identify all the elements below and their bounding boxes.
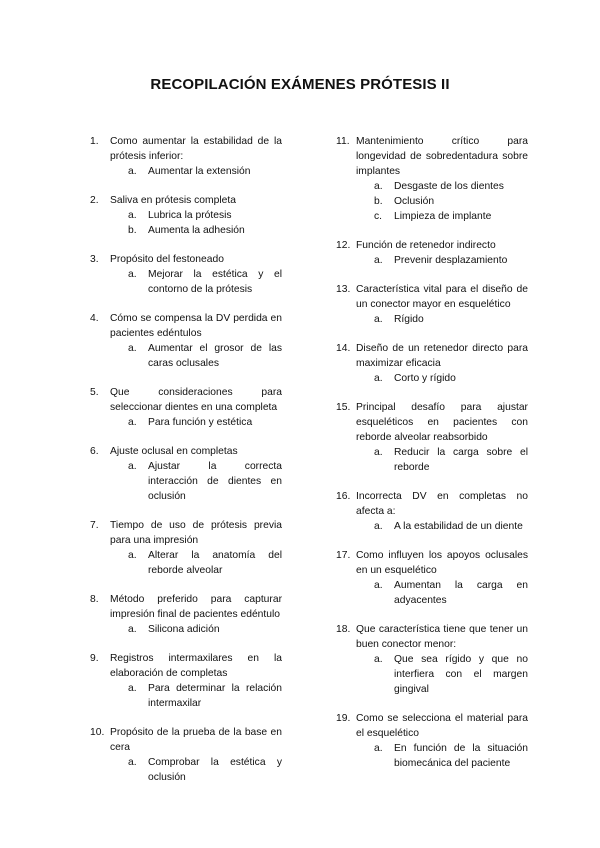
answer-letter: a. (374, 447, 383, 458)
question-item (336, 400, 528, 475)
question-text: Saliva en prótesis completa (110, 195, 236, 206)
answer-letter: a. (374, 255, 383, 266)
question-text: Función de retenedor indirecto (356, 240, 496, 251)
answer-letter: a. (128, 343, 137, 354)
question-item (336, 341, 528, 386)
question-item (336, 548, 528, 608)
answer-letter: a. (128, 683, 137, 694)
question-item (90, 725, 282, 785)
question-item (90, 518, 282, 578)
answer-letter: b. (128, 225, 137, 236)
answer-item (110, 622, 282, 637)
question-text: Propósito de la prueba de la base en cera (110, 727, 282, 753)
question-number: 1. (90, 136, 99, 147)
question-number: 18. (336, 624, 351, 635)
answer-item (110, 341, 282, 371)
answer-text: Alterar la anatomía del reborde alveolar (148, 550, 282, 576)
answer-text: Aumentar la extensión (148, 166, 251, 177)
answer-letter: a. (374, 580, 383, 591)
answer-letter: a. (128, 417, 137, 428)
answer-letter: a. (128, 210, 137, 221)
question-text: Propósito del festoneado (110, 254, 224, 265)
question-text: Como se selecciona el material para el esquelético (356, 713, 528, 739)
question-number: 17. (336, 550, 351, 561)
answer-item (356, 519, 528, 534)
question-number: 2. (90, 195, 99, 206)
answer-text: Oclusión (394, 196, 435, 207)
question-number: 16. (336, 491, 351, 502)
question-number: 11. (336, 136, 350, 147)
question-number: 3. (90, 254, 99, 265)
answer-letter: a. (374, 314, 383, 325)
answer-letter: a. (128, 269, 137, 280)
question-item (90, 134, 282, 179)
question-number: 8. (90, 594, 99, 605)
answer-letter: a. (374, 373, 383, 384)
answer-letter: a. (128, 550, 137, 561)
question-item (90, 385, 282, 430)
answer-item (356, 578, 528, 608)
answer-item (110, 459, 282, 504)
question-number: 19. (336, 713, 351, 724)
question-text: Tiempo de uso de prótesis previa para una impresión (110, 520, 282, 546)
answer-letter: a. (374, 654, 383, 665)
answer-text: Mejorar la estética y el contorno de la prótesis (148, 269, 282, 295)
answer-letter: b. (374, 196, 383, 207)
answer-item (356, 445, 528, 475)
answer-text: Lubrica la prótesis (148, 210, 232, 221)
answer-item (356, 312, 528, 327)
question-number: 7. (90, 520, 99, 531)
question-number: 5. (90, 387, 99, 398)
question-item (336, 489, 528, 534)
answer-item (356, 741, 528, 771)
question-number: 9. (90, 653, 99, 664)
answer-text: Reducir la carga sobre el reborde (394, 447, 528, 473)
answer-item (110, 548, 282, 578)
answer-text: Para determinar la relación intermaxilar (148, 683, 282, 709)
left-column (90, 134, 282, 799)
question-number: 10. (90, 727, 105, 738)
question-item (336, 238, 528, 268)
answer-item (110, 681, 282, 711)
answer-text: Para función y estética (148, 417, 253, 428)
right-column (336, 134, 528, 785)
question-text: Que consideraciones para seleccionar dientes en una completa (110, 387, 282, 413)
answer-letter: a. (374, 743, 383, 754)
page-title: RECOPILACIÓN EXÁMENES PRÓTESIS II (150, 76, 450, 93)
question-text: Mantenimiento crítico para longevidad de sobredentadura sobre implantes (356, 136, 528, 177)
answer-item (110, 208, 282, 223)
answer-text: Prevenir desplazamiento (394, 255, 508, 266)
answer-text: Aumenta la adhesión (148, 225, 245, 236)
question-item (90, 252, 282, 297)
answer-item (356, 194, 528, 209)
question-number: 4. (90, 313, 99, 324)
question-item (90, 592, 282, 637)
answer-text: Rígido (394, 314, 424, 325)
question-text: Cómo se compensa la DV perdida en pacientes edéntulos (110, 313, 282, 339)
question-text: Que característica tiene que tener un buen conector menor: (356, 624, 528, 650)
answer-text: Silicona adición (148, 624, 220, 635)
answer-item (356, 371, 528, 386)
answer-text: Corto y rígido (394, 373, 456, 384)
question-text: Ajuste oclusal en completas (110, 446, 238, 457)
question-text: Principal desafío para ajustar esqueléticos en pacientes con reborde alveolar reabsorbido (356, 402, 528, 443)
question-text: Como aumentar la estabilidad de la prótesis inferior: (110, 136, 282, 162)
question-text: Característica vital para el diseño de un conector mayor en esquelético (356, 284, 528, 310)
answer-item (110, 415, 282, 430)
answer-text: Que sea rígido y que no interfiera con el margen gingival (394, 654, 528, 695)
answer-letter: a. (128, 461, 137, 472)
question-number: 6. (90, 446, 99, 457)
question-text: Como influyen los apoyos oclusales en un esquelético (356, 550, 528, 576)
question-number: 13. (336, 284, 351, 295)
question-number: 12. (336, 240, 351, 251)
question-item (90, 651, 282, 711)
question-text: Método preferido para capturar impresión final de pacientes edéntulo (110, 594, 282, 620)
question-text: Registros intermaxilares en la elaboración de completas (110, 653, 282, 679)
question-item (90, 311, 282, 371)
answer-letter: a. (374, 181, 383, 192)
answer-text: A la estabilidad de un diente (394, 521, 523, 532)
answer-letter: a. (128, 166, 137, 177)
answer-text: Comprobar la estética y oclusión (148, 757, 282, 783)
question-item (336, 134, 528, 224)
question-item (336, 282, 528, 327)
answer-item (110, 223, 282, 238)
answer-item (356, 253, 528, 268)
question-number: 14. (336, 343, 351, 354)
answer-text: En función de la situación biomecánica del paciente (394, 743, 528, 769)
answer-text: Aumentan la carga en adyacentes (394, 580, 528, 606)
answer-text: Ajustar la correcta interacción de dientes en oclusión (148, 461, 282, 502)
question-item (90, 193, 282, 238)
answer-item (110, 164, 282, 179)
answer-item (356, 652, 528, 697)
question-item (336, 711, 528, 771)
answer-letter: a. (128, 624, 137, 635)
question-item (336, 622, 528, 697)
answer-text: Desgaste de los dientes (394, 181, 504, 192)
answer-item (356, 209, 528, 224)
answer-item (110, 755, 282, 785)
answer-letter: a. (374, 521, 383, 532)
answer-text: Aumentar el grosor de las caras oclusales (148, 343, 282, 369)
question-number: 15. (336, 402, 351, 413)
question-text: Diseño de un retenedor directo para maximizar eficacia (356, 343, 528, 369)
question-item (90, 444, 282, 504)
answer-item (356, 179, 528, 194)
answer-letter: c. (374, 211, 383, 222)
answer-letter: a. (128, 757, 137, 768)
answer-text: Limpieza de implante (394, 211, 492, 222)
question-text: Incorrecta DV en completas no afecta a: (356, 491, 528, 517)
answer-item (110, 267, 282, 297)
